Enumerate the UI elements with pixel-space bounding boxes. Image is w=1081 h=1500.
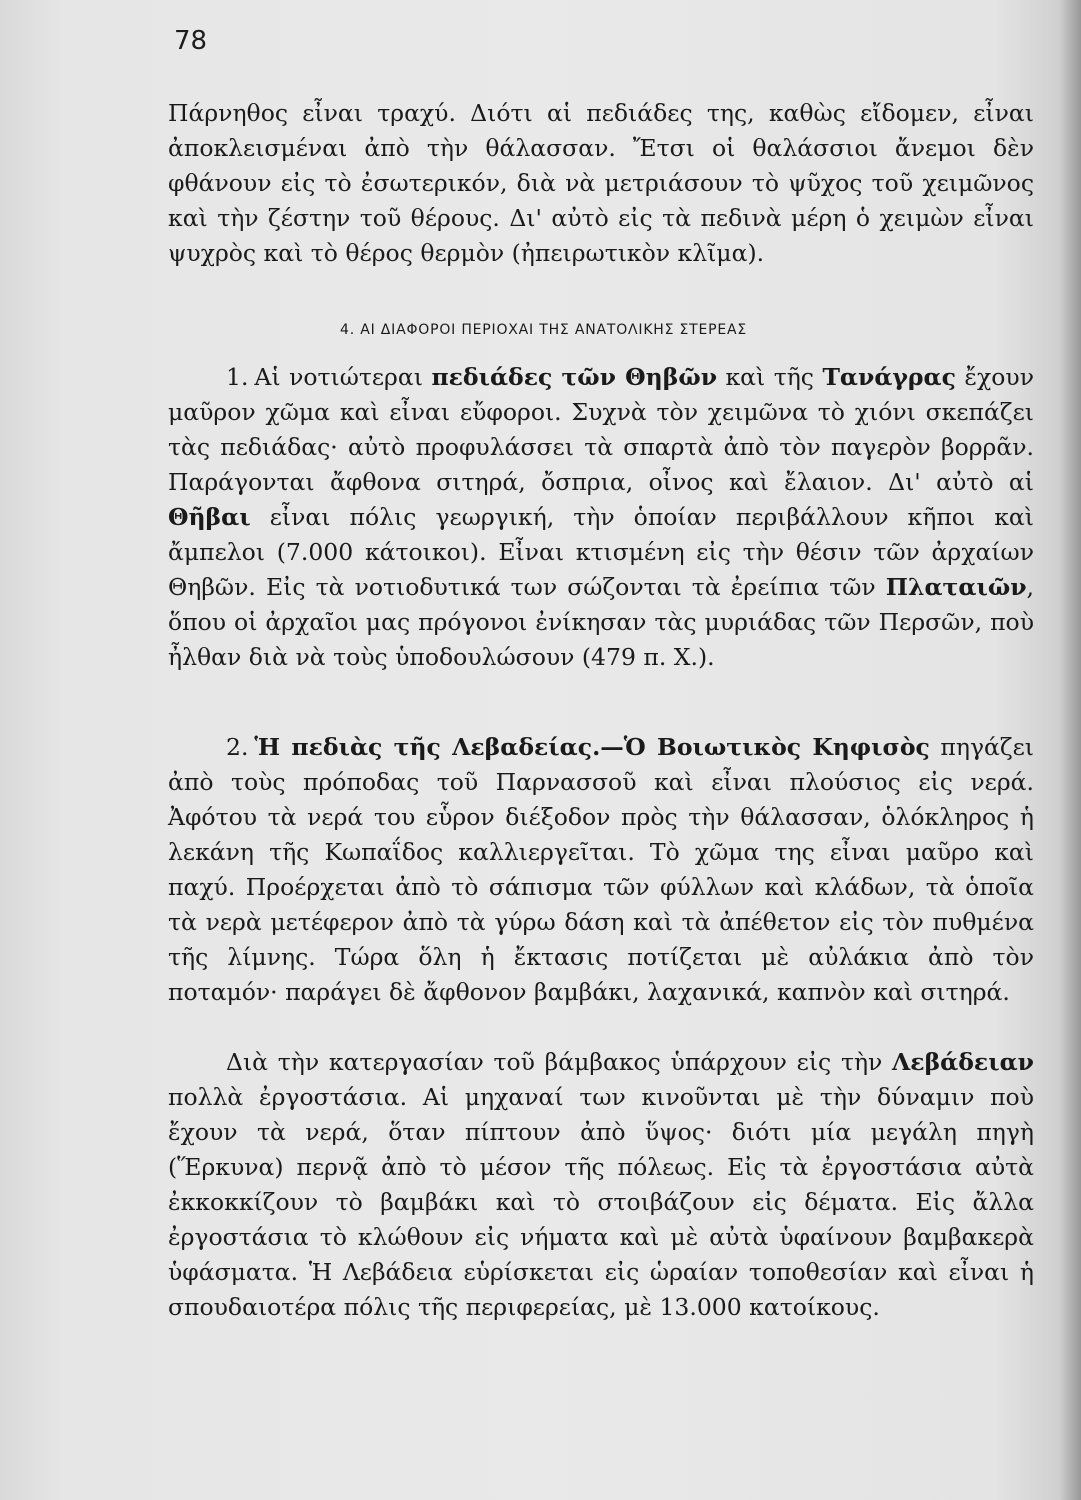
item-2-text-1: πηγάζει ἀπὸ τοὺς πρόποδας τοῦ Παρνασσοῦ καὶ εἶναι πλούσιος εἰς νερά. Ἀφότου τὰ νερά του εὗρον διέξοδον πρὸς τὴν θάλασσαν, ὁλόκληρος ἡ λεκάνη τῆς Κωπαΐδος καλλιεργεῖται. Τὸ χῶμα της εἶναι μαῦρο καὶ παχύ. Προέρχεται ἀπὸ τὸ σάπισμα τῶν φύλλων καὶ κλάδων, τὰ ὁποῖα τὰ νερὰ μετέφερον ἀπὸ τὰ γύρω δάση καὶ τὰ ἀπέθετον εἰς τὸν πυθμένα τῆς λίμνης. Τώρα ὅλη ἡ ἔκτασις ποτίζεται μὲ αὐλάκια ἀπὸ τὸν ποταμόν· παράγει δὲ ἄφθονον βαμβάκι, λαχανικά, καπνὸν καὶ σιτηρά. <box>168 733 1034 1006</box>
item-1-bold-plataea: Πλαταιῶν <box>885 573 1027 601</box>
item-1-text-2: εἶναι πόλις γεωργική, τὴν ὁποίαν περιβάλλουν κῆποι καὶ ἄμπελοι (7.000 κάτοικοι). Εἶναι κτισμένη εἰς τὴν θέσιν τῶν ἀρχαίων Θηβῶν. Εἰς τὰ νοτιοδυτικά των σώζονται τὰ ἐρείπια τῶν <box>168 503 1034 601</box>
page-edge-shadow <box>1059 0 1081 1500</box>
item-1-lead: Αἱ νοτιώτεραι <box>254 363 423 391</box>
item-2-number: 2. <box>226 733 249 761</box>
item-1-bold-thebes-plains: πεδιάδες τῶν Θηβῶν <box>431 363 718 391</box>
item-1-text-3: , ὅπου οἱ ἀρχαῖοι μας πρόγονοι ἐνίκησαν τὰς μυριάδας τῶν Περσῶν, ποὺ ἦλθαν διὰ νὰ τοὺς ὑποδουλώσουν (479 π. Χ.). <box>168 573 1034 671</box>
item-1-block <box>168 360 1034 675</box>
item-1-paragraph <box>168 360 1034 675</box>
item-1-number: 1. <box>226 363 249 391</box>
item-1-bold-thebes: Θῆβαι <box>168 503 251 531</box>
item-3-text-2: πολλὰ ἐργοστάσια. Αἱ μηχαναί των κινοῦνται μὲ τὴν δύναμιν ποὺ ἔχουν τὰ νερά, ὅταν πίπτουν ἀπὸ ὕψος· διότι μία μεγάλη πηγὴ (Ἕρκυνα) περνᾷ ἀπὸ τὸ μέσον τῆς πόλεως. Εἰς τὰ ἐργοστάσια αὐτὰ ἐκκοκκίζουν τὸ βαμβάκι καὶ τὸ στοιβάζουν εἰς δέματα. Εἰς ἄλλα ἐργοστάσια τὸ κλώθουν εἰς νήματα καὶ μὲ αὐτὰ ὑφαίνουν βαμβακερὰ ὑφάσματα. Ἡ Λεβάδεια εὑρίσκεται εἰς ὡραίαν τοποθεσίαν καὶ εἶναι ἡ σπουδαιοτέρα πόλις τῆς περιφερείας, μὲ 13.000 κατοίκους. <box>168 1083 1034 1321</box>
item-3-block <box>168 1045 1034 1325</box>
item-3-paragraph <box>168 1045 1034 1325</box>
section-heading: 4. ΑΙ ΔΙΑΦΟΡΟΙ ΠΕΡΙΟΧΑΙ ΤΗΣ ΑΝΑΤΟΛΙΚΗΣ ΣΤΕΡΕΑΣ <box>340 322 748 338</box>
item-2-paragraph <box>168 730 1034 1010</box>
intro-paragraph-block <box>168 96 1034 271</box>
item-2-block <box>168 730 1034 1010</box>
item-1-mid: καὶ τῆς <box>725 363 814 391</box>
item-3-text-1: Διὰ τὴν κατεργασίαν τοῦ βάμβακος ὑπάρχουν εἰς τὴν <box>226 1048 883 1076</box>
page-number: 78 <box>174 26 208 56</box>
item-3-bold-levadia: Λεβάδειαν <box>892 1048 1034 1076</box>
item-1-text-1: ἔχουν μαῦρον χῶμα καὶ εἶναι εὔφοροι. Συχνὰ τὸν χειμῶνα τὸ χιόνι σκεπάζει τὰς πεδιάδας· αὐτὸ προφυλάσσει τὰ σπαρτὰ ἀπὸ τὸν παγερὸν βορρᾶν. Παράγονται ἄφθονα σιτηρά, ὄσπρια, οἶνος καὶ ἔλαιον. Δι' αὐτὸ αἱ <box>168 363 1034 496</box>
item-2-bold-heading: Ἡ πεδιὰς τῆς Λεβαδείας.—Ὁ Βοιωτικὸς Κηφισὸς <box>254 733 930 761</box>
intro-paragraph: Πάρνηθος εἶναι τραχύ. Διότι αἱ πεδιάδες της, καθὼς εἴδομεν, εἶναι ἀποκλεισμέναι ἀπὸ τὴν θάλασσαν. Ἔτσι οἱ θαλάσσιοι ἄνεμοι δὲν φθάνουν εἰς τὸ ἐσωτερικόν, διὰ νὰ μετριάσουν τὸ ψῦχος τοῦ χειμῶνος καὶ τὴν ζέστην τοῦ θέρους. Δι' αὐτὸ εἰς τὰ πεδινὰ μέρη ὁ χειμὼν εἶναι ψυχρὸς καὶ τὸ θέρος θερμὸν (ἠπειρωτικὸν κλῖμα). <box>168 99 1034 267</box>
item-1-bold-tanagra: Τανάγρας <box>822 363 956 391</box>
